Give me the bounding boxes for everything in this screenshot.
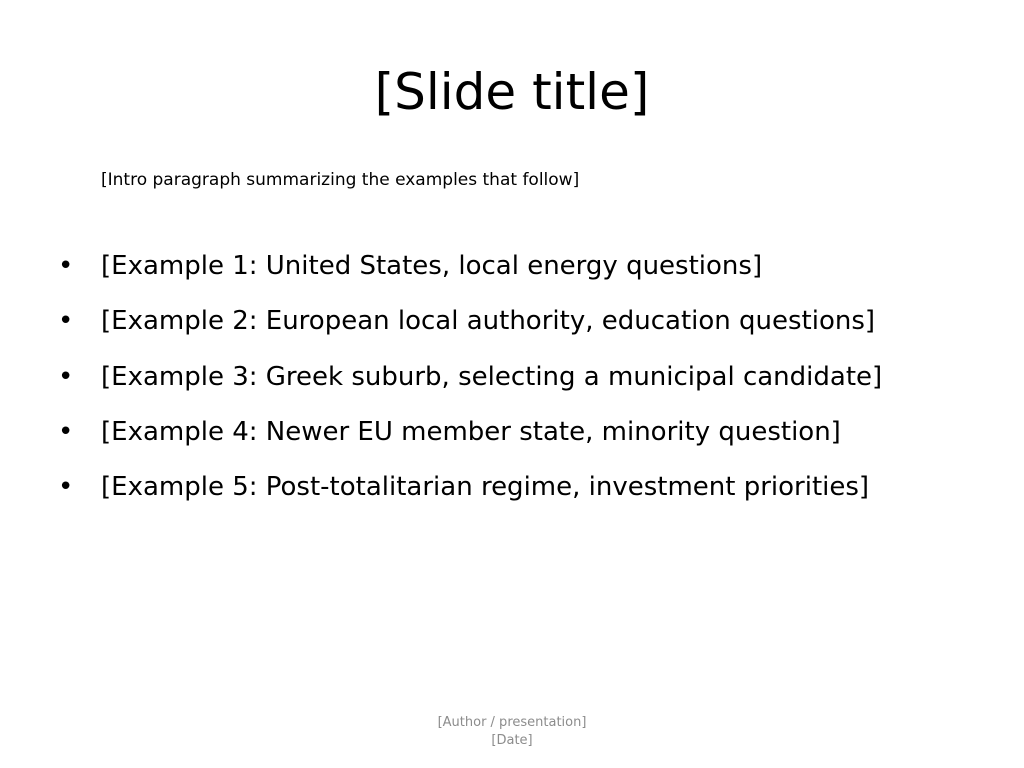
- slide-footer: [0, 714, 1024, 750]
- footer-author: [Author / presentation]: [437, 715, 587, 730]
- list-item: [58, 305, 968, 338]
- bullet-text: [Example 2: European local authority, education questions]: [101, 306, 876, 337]
- bullet-icon: •: [58, 306, 74, 337]
- bullet-icon: •: [58, 251, 74, 281]
- footer-date: [Date]: [491, 733, 533, 749]
- bullet-text: [Example 5: Post-totalitarian regime, investment priorities]: [101, 472, 870, 503]
- list-item: [58, 361, 968, 394]
- list-item: [58, 416, 968, 449]
- bullet-list: [58, 250, 968, 526]
- list-item: [58, 250, 968, 283]
- bullet-text: [Example 3: Greek suburb, selecting a municipal candidate]: [101, 361, 883, 392]
- bullet-text: [Example 4: Newer EU member state, minority question]: [101, 416, 841, 447]
- bullet-text: [Example 1: United States, local energy questions]: [101, 251, 763, 281]
- bullet-icon: •: [58, 416, 74, 447]
- list-item: [58, 471, 968, 504]
- intro-text: [Intro paragraph summarizing the examples that follow]: [101, 170, 580, 190]
- slide-title: [Slide title]: [374, 63, 650, 121]
- bullet-icon: •: [58, 472, 74, 503]
- bullet-icon: •: [58, 361, 74, 392]
